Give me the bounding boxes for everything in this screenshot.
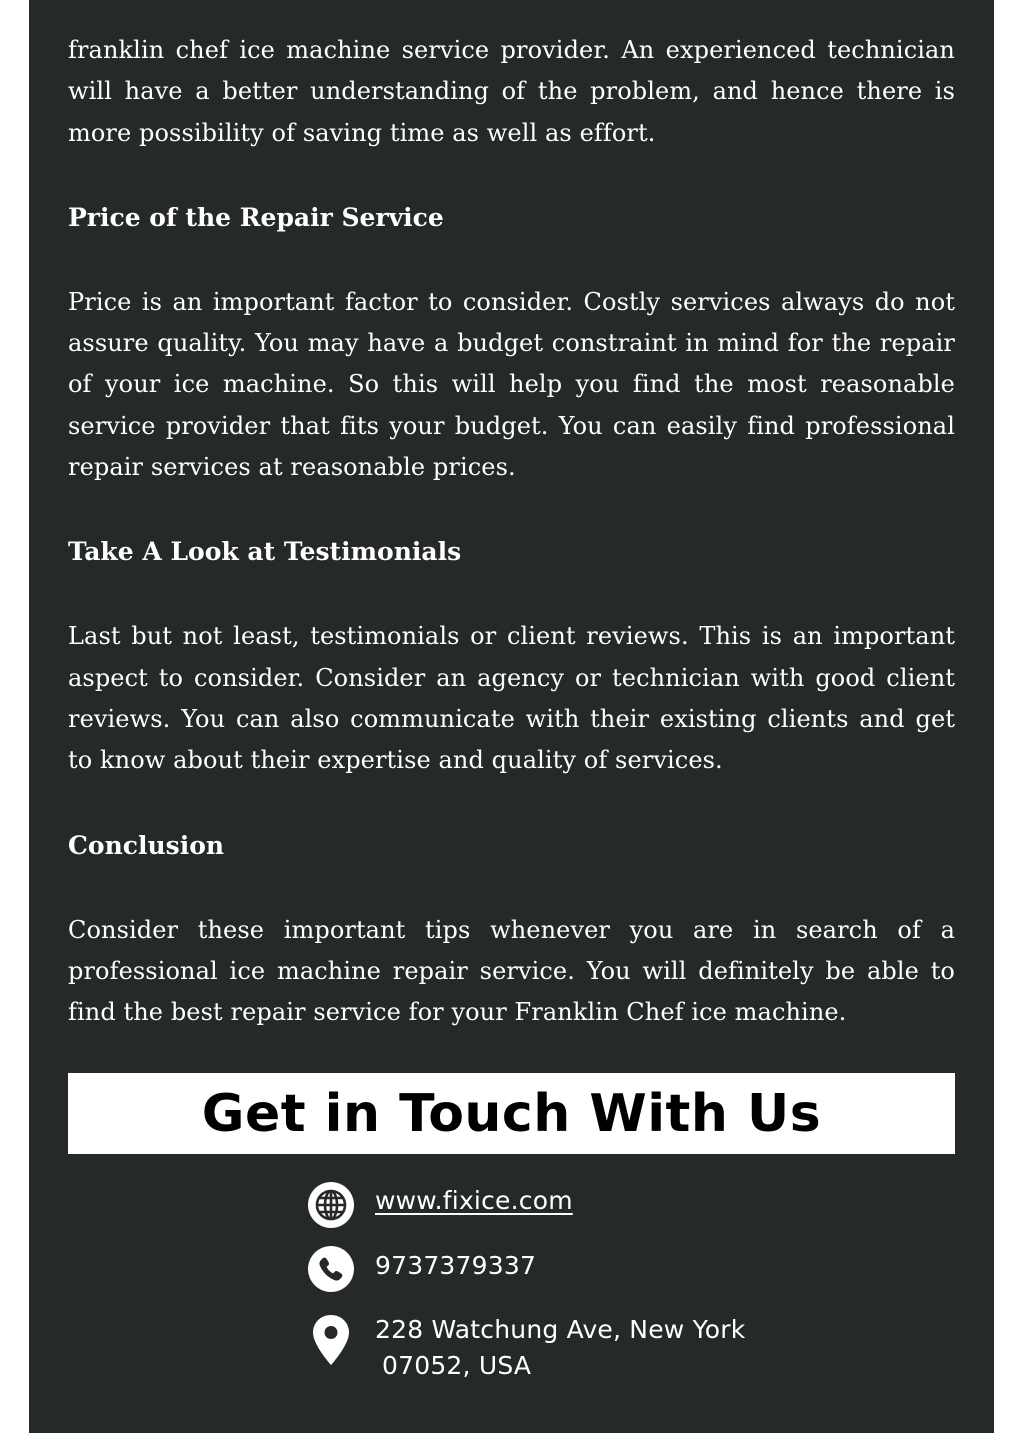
address-line-2: 07052, USA — [382, 1351, 532, 1380]
phone-icon — [307, 1245, 355, 1293]
contact-address-row — [307, 1313, 745, 1384]
price-paragraph: Price is an important factor to consider. Costly services always do not assure quality. You may have a budget constraint in mind for the repair of your ice machine. So this will help you find the most reasonable service provider that fits your budget. You can easily find professional repair services at reasonable prices. — [68, 287, 955, 482]
globe-icon — [307, 1181, 355, 1229]
address-line-1: 228 Watchung Ave, New York — [375, 1315, 746, 1344]
testimonials-heading: Take A Look at Testimonials — [68, 537, 462, 567]
price-heading: Price of the Repair Service — [68, 202, 444, 232]
contact-website-row — [307, 1181, 573, 1229]
conclusion-heading: Conclusion — [68, 830, 225, 860]
location-pin-icon — [307, 1313, 355, 1367]
intro-paragraph: franklin chef ice machine service provider. An experienced technician will have a better understanding of the problem, and hence there is more possibility of saving time as well as effort. — [68, 36, 955, 147]
address-text — [375, 1312, 745, 1384]
testimonials-paragraph: Last but not least, testimonials or client reviews. This is an important aspect to consider. Consider an agency or technician with good client reviews. You can also communicate with their existing clients and get to know about their expertise and quality of services. — [68, 622, 955, 775]
article-body — [68, 30, 955, 1033]
contact-title: Get in Touch With Us — [201, 1083, 822, 1144]
conclusion-paragraph: Consider these important tips whenever you are in search of a professional ice machine repair service. You will definitely be able to find the best repair service for your Franklin Chef ice machine. — [68, 915, 955, 1027]
website-link[interactable]: www.fixice.com — [375, 1186, 573, 1215]
document-page — [29, 0, 994, 1433]
contact-phone-row — [307, 1245, 536, 1293]
contact-banner — [68, 1073, 955, 1154]
phone-number[interactable]: 9737379337 — [375, 1251, 537, 1280]
